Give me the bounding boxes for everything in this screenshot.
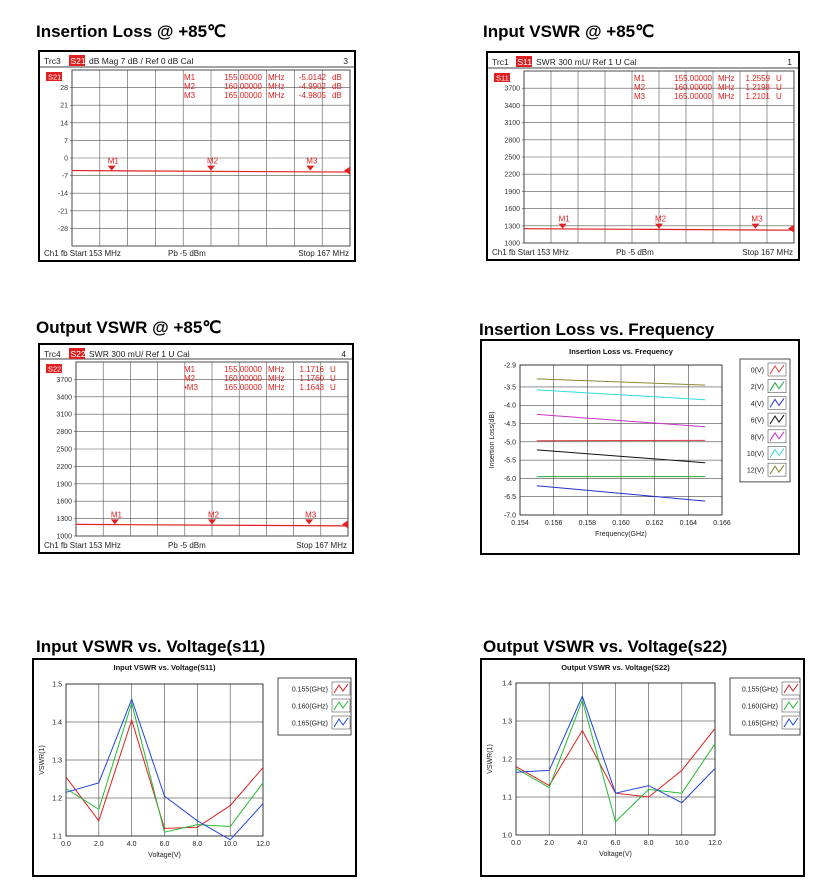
legend-label: 0(V) xyxy=(750,367,764,375)
chart-input-vswr-vs-voltage xyxy=(32,658,357,877)
y-tick-label: 1300 xyxy=(56,516,72,524)
chart-title: Insertion Loss vs. Frequency xyxy=(569,347,673,356)
format-label: dB Mag 7 dB / Ref 0 dB Cal xyxy=(89,56,194,66)
footer-start: Ch1 fb Start 153 MHz xyxy=(44,249,121,258)
marker-frequency: 160.00000 xyxy=(224,82,262,91)
y-axis-label: VSWR(1) xyxy=(487,744,494,774)
y-tick-label: 1.2 xyxy=(52,795,62,803)
marker-value: 1.1716 xyxy=(299,365,324,374)
footer-stop: Stop 167 MHz xyxy=(742,248,793,257)
y-tick-label: 21 xyxy=(60,102,68,110)
trace-badge-label: S22 xyxy=(48,364,62,374)
marker-value-unit: U xyxy=(776,92,782,101)
legend-label: 4(V) xyxy=(750,400,764,408)
legend-label: 0.165(GHz) xyxy=(741,720,778,728)
footer-power: Pb -5 dBm xyxy=(168,249,206,258)
y-tick-label: 1.3 xyxy=(502,718,512,726)
chart-title: Output VSWR vs. Voltage(S22) xyxy=(561,663,670,672)
trace-marker-label: M2 xyxy=(208,510,220,520)
x-tick-label: 4.0 xyxy=(577,840,588,847)
x-tick-label: 12.0 xyxy=(708,840,722,847)
marker-value-unit: dB xyxy=(332,91,342,100)
x-tick-label: 0.0 xyxy=(511,840,521,847)
marker-value-unit: dB xyxy=(332,73,342,82)
trace-marker-label: M3 xyxy=(305,510,317,520)
marker-value: -5.0142 xyxy=(298,73,326,82)
param-label: S22 xyxy=(70,349,86,359)
panel-title-output-vswr-85: Output VSWR @ +85℃ xyxy=(36,318,222,337)
y-tick-label: 0 xyxy=(64,155,68,163)
trace-badge-label: S21 xyxy=(48,72,62,82)
marker-frequency: 155.00000 xyxy=(674,74,712,83)
panel-title-input-vswr-vs-voltage: Input VSWR vs. Voltage(s11) xyxy=(36,637,266,656)
y-tick-label: 1300 xyxy=(504,223,520,231)
y-axis-label: VSWR(1) xyxy=(39,745,46,775)
vna-plot-input-vswr xyxy=(486,51,800,261)
footer-start: Ch1 fb Start 153 MHz xyxy=(492,248,569,257)
marker-unit: MHz xyxy=(268,91,285,100)
x-tick-label: 0.156 xyxy=(544,520,563,527)
y-tick-label: 1600 xyxy=(504,206,520,214)
x-tick-label: 0.158 xyxy=(578,520,597,527)
footer-start: Ch1 fb Start 153 MHz xyxy=(44,541,121,550)
panel-title-insertion-loss-vs-frequency: Insertion Loss vs. Frequency xyxy=(479,320,715,339)
y-tick-label: -4.5 xyxy=(503,421,516,429)
x-tick-label: 0.0 xyxy=(61,841,71,848)
legend-label: 10(V) xyxy=(746,451,764,458)
marker-name: M1 xyxy=(634,74,646,83)
y-tick-label: -5.5 xyxy=(503,457,516,465)
y-tick-label: -2.9 xyxy=(503,362,516,370)
trace-label: Trc1 xyxy=(492,57,509,67)
marker-unit: MHz xyxy=(268,374,285,383)
x-tick-label: 8.0 xyxy=(643,840,654,847)
x-tick-label: 0.154 xyxy=(511,520,529,527)
x-tick-label: 0.164 xyxy=(679,520,698,527)
x-tick-label: 0.162 xyxy=(645,520,664,527)
y-tick-label: -28 xyxy=(57,225,68,233)
x-tick-label: 6.0 xyxy=(610,840,621,847)
marker-name: M1 xyxy=(184,365,196,374)
marker-value: 1.1760 xyxy=(299,374,324,383)
y-tick-label: 2800 xyxy=(504,137,520,145)
x-tick-label: 10.0 xyxy=(223,841,237,848)
trace-badge-label: S11 xyxy=(496,73,509,83)
y-tick-label: 3400 xyxy=(56,394,72,402)
x-tick-label: 4.0 xyxy=(126,841,137,848)
x-axis-label: Voltage(V) xyxy=(148,852,181,859)
y-tick-label: -6.5 xyxy=(503,494,516,502)
trace-number: 4 xyxy=(341,349,346,359)
marker-frequency: 165.00000 xyxy=(674,92,712,101)
y-tick-label: -4.0 xyxy=(503,402,516,410)
y-tick-label: 3700 xyxy=(56,376,72,384)
marker-value-unit: U xyxy=(776,83,782,92)
y-axis-label: Insertion Loss(dB) xyxy=(489,411,496,469)
marker-frequency: 155.00000 xyxy=(224,365,262,374)
marker-value-unit: dB xyxy=(332,82,342,91)
trace-number: 1 xyxy=(787,57,792,67)
marker-name: M1 xyxy=(184,73,196,82)
y-tick-label: 3700 xyxy=(504,85,520,93)
trace-marker-label: M2 xyxy=(655,214,667,224)
x-axis-label: Voltage(V) xyxy=(599,851,632,858)
vna-plot-output-vswr xyxy=(38,343,354,554)
y-tick-label: 14 xyxy=(60,120,68,128)
y-tick-label: -7 xyxy=(61,173,68,181)
x-tick-label: 8.0 xyxy=(192,841,203,848)
x-tick-label: 6.0 xyxy=(159,841,170,848)
panel-title-input-vswr-85: Input VSWR @ +85℃ xyxy=(483,22,655,41)
y-tick-label: 1900 xyxy=(56,481,72,489)
y-tick-label: 1.4 xyxy=(502,680,512,688)
marker-unit: MHz xyxy=(268,82,285,91)
footer-stop: Stop 167 MHz xyxy=(296,541,347,550)
y-tick-label: 2200 xyxy=(56,463,72,471)
y-tick-label: 1.0 xyxy=(502,832,512,840)
chart-output-vswr-vs-voltage xyxy=(480,658,805,877)
marker-value: -4.9902 xyxy=(298,82,326,91)
trace-marker-label: M3 xyxy=(751,214,763,224)
trace-label: Trc3 xyxy=(44,56,61,66)
trace-label: Trc4 xyxy=(44,349,61,359)
y-tick-label: 1600 xyxy=(56,498,72,506)
marker-frequency: 155.00000 xyxy=(224,73,262,82)
panel-title-output-vswr-vs-voltage: Output VSWR vs. Voltage(s22) xyxy=(483,637,728,656)
param-label: S21 xyxy=(70,56,86,66)
y-tick-label: 1.5 xyxy=(52,681,62,689)
marker-name: M3 xyxy=(634,92,646,101)
marker-unit: MHz xyxy=(268,73,285,82)
vna-plot-insertion-loss xyxy=(38,50,356,262)
y-tick-label: -7.0 xyxy=(503,512,516,520)
y-tick-label: 3400 xyxy=(504,102,520,110)
y-tick-label: 2500 xyxy=(504,154,520,162)
marker-frequency: 160.00000 xyxy=(674,83,712,92)
trace-marker-label: M1 xyxy=(107,156,119,166)
legend-label: 6(V) xyxy=(750,417,764,425)
y-tick-label: -3.5 xyxy=(503,384,516,392)
legend-label: 0.155(GHz) xyxy=(741,686,778,694)
legend-label: 2(V) xyxy=(750,384,764,392)
marker-frequency: 165.00000 xyxy=(224,383,262,392)
x-tick-label: 2.0 xyxy=(544,840,555,847)
marker-name: •M3 xyxy=(184,383,198,392)
legend-label: 0.160(GHz) xyxy=(741,703,778,711)
trace-marker-label: M3 xyxy=(306,156,318,166)
x-tick-label: 2.0 xyxy=(93,841,104,848)
marker-unit: MHz xyxy=(268,365,285,374)
y-tick-label: 1.3 xyxy=(52,757,62,765)
y-tick-label: -21 xyxy=(57,208,68,216)
y-tick-label: 28 xyxy=(60,85,68,93)
y-tick-label: -14 xyxy=(57,190,68,198)
y-tick-label: 3100 xyxy=(56,411,72,419)
marker-value-unit: U xyxy=(330,374,336,383)
y-tick-label: 1000 xyxy=(504,240,520,248)
legend-label: 0.165(GHz) xyxy=(291,720,328,728)
y-tick-label: 1900 xyxy=(504,188,520,196)
legend-label: 8(V) xyxy=(750,434,764,442)
x-tick-label: 0.166 xyxy=(713,520,731,527)
trace-marker-label: M2 xyxy=(207,156,219,166)
x-tick-label: 0.160 xyxy=(612,520,630,527)
chart-title: Input VSWR vs. Voltage(S11) xyxy=(113,663,216,672)
marker-value-unit: U xyxy=(330,365,336,374)
y-tick-label: 1.2 xyxy=(502,756,512,764)
y-tick-label: 2500 xyxy=(56,446,72,454)
marker-unit: MHz xyxy=(718,92,735,101)
legend-label: 0.160(GHz) xyxy=(291,703,328,711)
marker-value-unit: U xyxy=(330,383,336,392)
footer-power: Pb -5 dBm xyxy=(616,248,654,257)
panel-title-insertion-loss-85: Insertion Loss @ +85℃ xyxy=(36,22,227,41)
y-tick-label: -5.0 xyxy=(503,439,516,447)
marker-frequency: 160.00000 xyxy=(224,374,262,383)
marker-unit: MHz xyxy=(718,74,735,83)
x-axis-label: Frequency(GHz) xyxy=(595,531,647,538)
marker-value-unit: U xyxy=(776,74,782,83)
marker-name: M2 xyxy=(634,83,646,92)
footer-power: Pb -5 dBm xyxy=(168,541,206,550)
marker-unit: MHz xyxy=(718,83,735,92)
marker-value: 1.1643 xyxy=(299,383,324,392)
marker-unit: MHz xyxy=(268,383,285,392)
marker-value: -4.9805 xyxy=(298,91,326,100)
y-tick-label: 1000 xyxy=(56,533,72,541)
y-tick-label: 1.1 xyxy=(502,794,512,802)
format-label: SWR 300 mU/ Ref 1 U Cal xyxy=(536,57,637,67)
trace-marker-label: M1 xyxy=(110,510,122,520)
marker-value: 1.2198 xyxy=(745,83,770,92)
trace-number: 3 xyxy=(343,56,348,66)
legend-label: 0.155(GHz) xyxy=(291,686,328,694)
format-label: SWR 300 mU/ Ref 1 U Cal xyxy=(89,349,190,359)
marker-name: M2 xyxy=(184,82,196,91)
marker-value: 1.2559 xyxy=(745,74,770,83)
y-tick-label: 7 xyxy=(64,137,68,145)
marker-name: M3 xyxy=(184,91,196,100)
marker-value: 1.2101 xyxy=(745,92,770,101)
y-tick-label: -6.0 xyxy=(503,475,516,483)
marker-frequency: 165.00000 xyxy=(224,91,262,100)
trace-marker-label: M1 xyxy=(558,214,570,224)
legend-label: 12(V) xyxy=(746,467,764,475)
marker-name: M2 xyxy=(184,374,196,383)
x-tick-label: 10.0 xyxy=(675,840,689,847)
y-tick-label: 1.4 xyxy=(52,719,62,727)
footer-stop: Stop 167 MHz xyxy=(298,249,349,258)
y-tick-label: 2800 xyxy=(56,429,72,437)
x-tick-label: 12.0 xyxy=(256,841,270,848)
y-tick-label: 2200 xyxy=(504,171,520,179)
y-tick-label: 1.1 xyxy=(52,833,62,841)
y-tick-label: 3100 xyxy=(504,120,520,128)
chart-insertion-loss-vs-frequency xyxy=(480,339,800,555)
param-label: S11 xyxy=(517,57,532,67)
